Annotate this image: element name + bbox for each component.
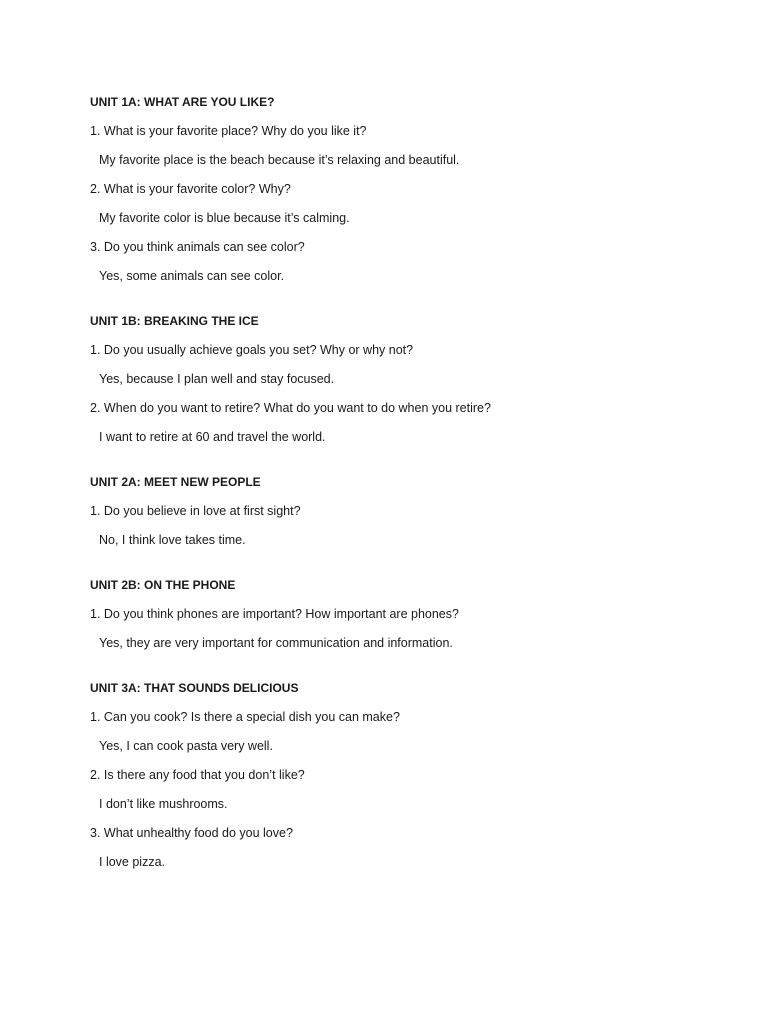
unit-title: UNIT 2A: MEET NEW PEOPLE <box>90 475 261 489</box>
unit-section-2a <box>90 474 710 548</box>
unit-section-3a <box>90 680 710 870</box>
question: 3. Do you think animals can see color? <box>90 240 305 254</box>
question: 3. What unhealthy food do you love? <box>90 826 293 840</box>
question: 2. What is your favorite color? Why? <box>90 182 291 196</box>
unit-section-1b <box>90 313 710 445</box>
answer: Yes, they are very important for communication and information. <box>99 636 453 650</box>
answer: I want to retire at 60 and travel the world. <box>99 430 326 444</box>
document-content <box>90 94 710 899</box>
unit-title: UNIT 2B: ON THE PHONE <box>90 578 236 592</box>
answer: No, I think love takes time. <box>99 533 246 547</box>
question: 2. When do you want to retire? What do you want to do when you retire? <box>90 401 491 415</box>
unit-section-1a <box>90 94 710 284</box>
answer: I don’t like mushrooms. <box>99 797 228 811</box>
answer: I love pizza. <box>99 855 166 869</box>
unit-title: UNIT 1A: WHAT ARE YOU LIKE? <box>90 95 275 109</box>
question: 1. What is your favorite place? Why do you like it? <box>90 124 367 138</box>
question: 1. Do you usually achieve goals you set? Why or why not? <box>90 343 414 357</box>
answer: Yes, some animals can see color. <box>99 269 285 283</box>
unit-title: UNIT 1B: BREAKING THE ICE <box>90 314 259 328</box>
answer: My favorite color is blue because it’s calming. <box>99 211 350 225</box>
answer: Yes, because I plan well and stay focused. <box>99 372 335 386</box>
unit-section-2b <box>90 577 710 651</box>
question: 1. Can you cook? Is there a special dish you can make? <box>90 710 400 724</box>
unit-title: UNIT 3A: THAT SOUNDS DELICIOUS <box>90 681 299 695</box>
answer: Yes, I can cook pasta very well. <box>99 739 273 753</box>
question: 2. Is there any food that you don’t like? <box>90 768 305 782</box>
answer: My favorite place is the beach because it’s relaxing and beautiful. <box>99 153 460 167</box>
question: 1. Do you believe in love at first sight? <box>90 504 301 518</box>
question: 1. Do you think phones are important? How important are phones? <box>90 607 459 621</box>
